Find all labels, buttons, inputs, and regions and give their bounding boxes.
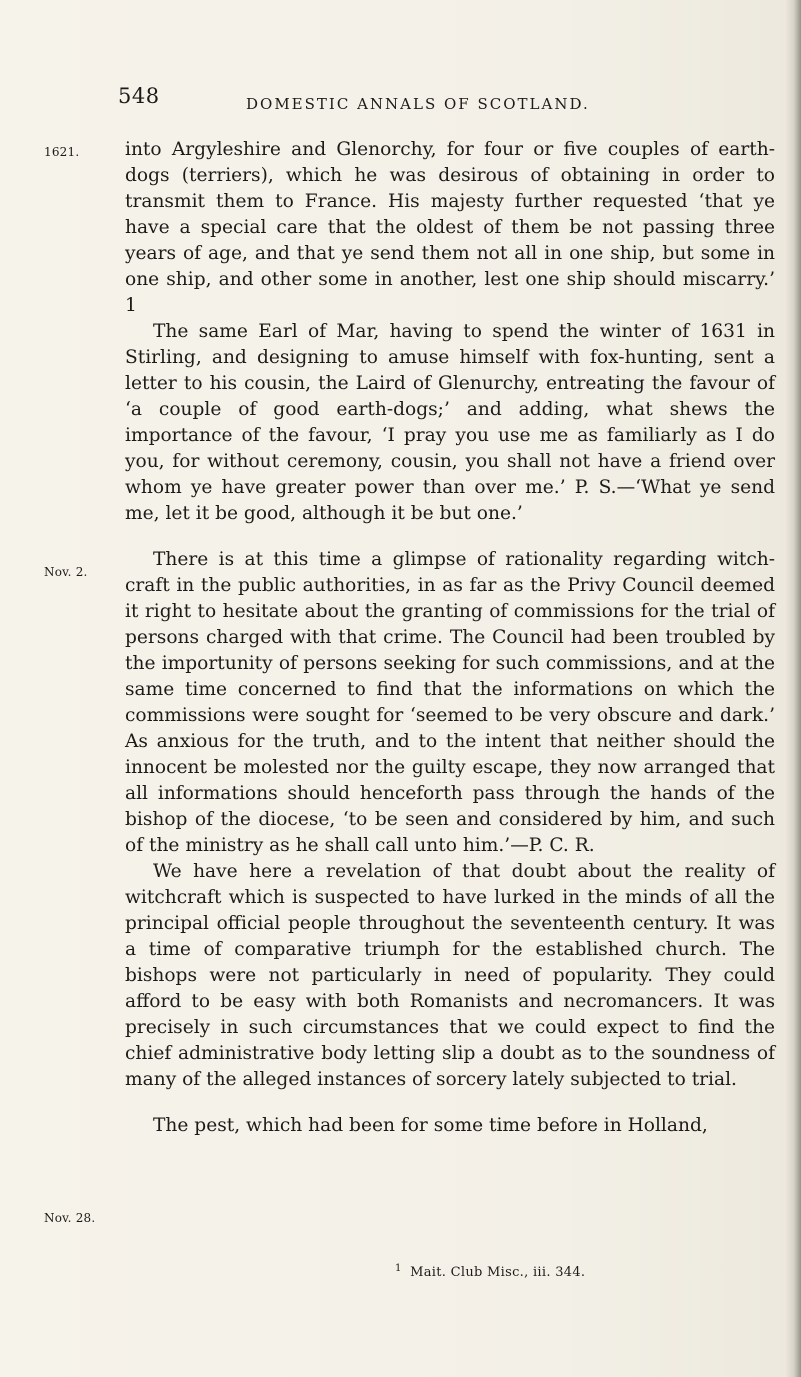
paragraph: The pest, which had been for some time before in Holland, — [153, 1115, 708, 1136]
footnote — [395, 1265, 585, 1280]
paragraph: We have here a revelation of that doubt about the reality of witchcraft which is suspected to have lurked in the minds of all the principal official people throughout the seventeenth century. It was a time of comparative triumph for the established church. The bishops were not particularly in need of popularity. They could afford to be easy with both Romanists and necromancers. It was precisely in such circumstances that we could expect to find the chief administrative body letting slip a doubt as to the soundness of many of the alleged instances of sorcery lately subjected to trial. — [125, 861, 775, 1090]
paragraph-gap — [125, 527, 775, 547]
running-head: DOMESTIC ANNALS OF SCOTLAND. — [246, 95, 590, 113]
footnote-mark: 1 — [395, 1263, 402, 1274]
margin-note-year: 1621. — [44, 145, 80, 159]
margin-note-date: Nov. 28. — [44, 1211, 96, 1225]
paragraph-gap — [125, 1093, 775, 1113]
page-number: 548 — [118, 84, 160, 108]
page-header — [118, 84, 758, 120]
main-text — [125, 137, 775, 1139]
footnote-text: Mait. Club Misc., iii. 344. — [410, 1265, 586, 1280]
paragraph: into Argyleshire and Glenorchy, for four or five couples of earth-dogs (terriers), which he was desirous of obtaining in order to transmit them to France. His majesty further requested ‘that ye have a special care that the oldest of them be not passing three years of age, and that ye send them not all in one ship, but some in one ship, and other some in another, lest one ship should miscarry.’ 1 — [125, 139, 775, 316]
margin-note-date: Nov. 2. — [44, 565, 88, 579]
paragraph: The same Earl of Mar, having to spend the winter of 1631 in Stirling, and designing to amuse himself with fox-hunting, sent a letter to his cousin, the Laird of Glenurchy, entreating the favour of ‘a couple of good earth-dogs;’ and adding, what shews the importance of the favour, ‘I pray you use me as familiarly as I do you, for without ceremony, cousin, you shall not have a friend over whom ye have greater power than over me.’ P. S.—‘What ye send me, let it be good, although it be but one.’ — [125, 321, 775, 524]
paragraph: There is at this time a glimpse of rationality regarding witch-craft in the public authorities, in as far as the Privy Council deemed it right to hesitate about the granting of commissions for the trial of persons charged with that crime. The Council had been troubled by the importunity of persons seeking for such commissions, and at the same time concerned to find that the informations on which the commissions were sought for ‘seemed to be very obscure and dark.’ As anxious for the truth, and to the intent that neither should the innocent be molested nor the guilty escape, they now arranged that all informations should henceforth pass through the hands of the bishop of the diocese, ‘to be seen and considered by him, and such of the ministry as he shall call unto him.’—P. C. R. — [125, 549, 775, 856]
page-edge-shadow — [785, 0, 801, 1377]
